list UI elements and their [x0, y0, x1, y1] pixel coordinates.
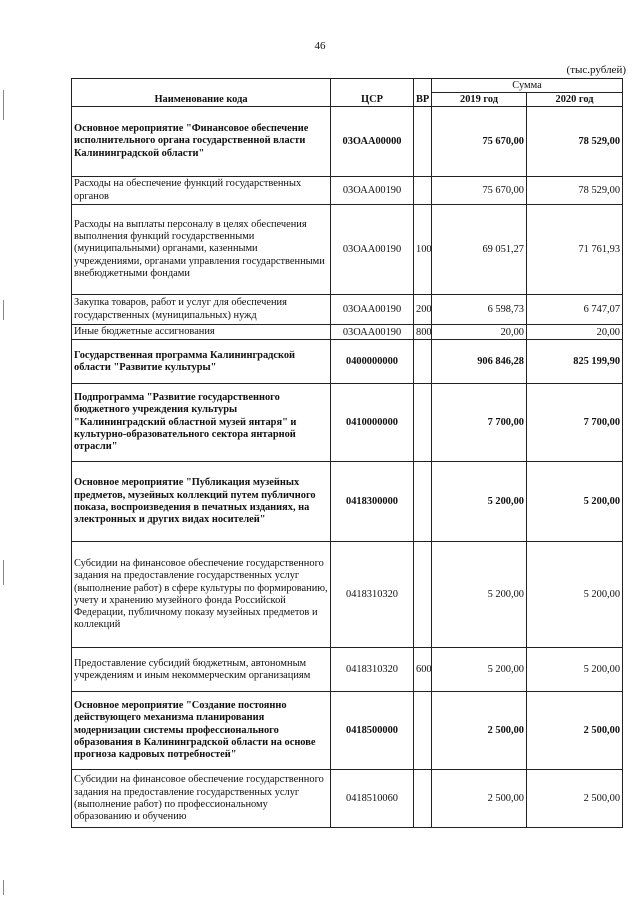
header-csr: ЦСР [331, 79, 414, 107]
row-sum-2020: 20,00 [527, 325, 623, 340]
units-label: (тыс.рублей) [566, 64, 626, 76]
row-vr [414, 692, 432, 770]
row-csr: 03ОАА00190 [331, 205, 414, 295]
row-csr: 03ОАА00190 [331, 177, 414, 205]
row-csr: 0400000000 [331, 340, 414, 384]
row-sum-2019: 2 500,00 [432, 770, 527, 828]
row-sum-2020: 78 529,00 [527, 107, 623, 177]
table-row [72, 177, 623, 205]
header-vr: ВР [414, 79, 432, 107]
row-sum-2019: 5 200,00 [432, 648, 527, 692]
table-row [72, 542, 623, 648]
row-name: Предоставление субсидий бюджетным, автономным учреждениям и иным некоммерческим организациям [72, 648, 331, 692]
row-name: Иные бюджетные ассигнования [72, 325, 331, 340]
row-sum-2020: 2 500,00 [527, 692, 623, 770]
row-name: Государственная программа Калининградской области "Развитие культуры" [72, 340, 331, 384]
row-sum-2019: 75 670,00 [432, 177, 527, 205]
row-csr: 03ОАА00190 [331, 295, 414, 325]
table-row [72, 692, 623, 770]
row-sum-2020: 2 500,00 [527, 770, 623, 828]
table-row [72, 462, 623, 542]
table-row [72, 340, 623, 384]
row-name: Субсидии на финансовое обеспечение государственного задания на предоставление государственных услуг (выполнение работ) по профессиональному образованию и обучению [72, 770, 331, 828]
table-row [72, 107, 623, 177]
budget-table [71, 78, 623, 828]
row-vr [414, 340, 432, 384]
table-row [72, 384, 623, 462]
row-sum-2020: 6 747,07 [527, 295, 623, 325]
row-sum-2020: 5 200,00 [527, 648, 623, 692]
row-csr: 0410000000 [331, 384, 414, 462]
table-row [72, 770, 623, 828]
table-row [72, 325, 623, 340]
row-sum-2019: 5 200,00 [432, 542, 527, 648]
row-vr [414, 462, 432, 542]
row-name: Субсидии на финансовое обеспечение государственного задания на предоставление государственных услуг (выполнение работ) в сфере культуры по формированию, учету и хранению музейного фонда Российской Федерации, публичному показу музейных предметов и коллекций [72, 542, 331, 648]
row-vr [414, 542, 432, 648]
row-name: Расходы на обеспечение функций государственных органов [72, 177, 331, 205]
row-name: Закупка товаров, работ и услуг для обеспечения государственных (муниципальных) нужд [72, 295, 331, 325]
row-csr: 03ОАА00000 [331, 107, 414, 177]
scan-edge-marks [0, 0, 8, 905]
row-sum-2019: 69 051,27 [432, 205, 527, 295]
row-sum-2019: 20,00 [432, 325, 527, 340]
row-sum-2019: 75 670,00 [432, 107, 527, 177]
row-csr: 0418310320 [331, 542, 414, 648]
row-sum-2019: 906 846,28 [432, 340, 527, 384]
page-number: 46 [314, 40, 326, 52]
row-vr: 600 [414, 648, 432, 692]
table-row [72, 648, 623, 692]
row-name: Основное мероприятие "Публикация музейных предметов, музейных коллекций путем публичного показа, воспроизведения в печатных изданиях, на электронных и других видах носителей" [72, 462, 331, 542]
table-row [72, 295, 623, 325]
row-sum-2020: 825 199,90 [527, 340, 623, 384]
row-sum-2020: 5 200,00 [527, 542, 623, 648]
row-name: Подпрограмма "Развитие государственного бюджетного учреждения культуры "Калининградский областной музей янтаря" и культурно-образовательного сектора янтарной отрасли" [72, 384, 331, 462]
row-sum-2019: 7 700,00 [432, 384, 527, 462]
header-2020: 2020 год [527, 93, 623, 107]
header-2019: 2019 год [432, 93, 527, 107]
header-row-top [72, 79, 623, 93]
row-sum-2020: 71 761,93 [527, 205, 623, 295]
header-name: Наименование кода [72, 79, 331, 107]
row-vr [414, 770, 432, 828]
row-vr [414, 177, 432, 205]
row-csr: 03ОАА00190 [331, 325, 414, 340]
row-sum-2020: 78 529,00 [527, 177, 623, 205]
row-csr: 0418300000 [331, 462, 414, 542]
table-body [72, 107, 623, 828]
header-sum: Сумма [432, 79, 623, 93]
row-sum-2019: 2 500,00 [432, 692, 527, 770]
row-vr: 800 [414, 325, 432, 340]
row-csr: 0418500000 [331, 692, 414, 770]
row-name: Основное мероприятие "Финансовое обеспечение исполнительного органа государственной власти Калининградской области" [72, 107, 331, 177]
row-sum-2019: 6 598,73 [432, 295, 527, 325]
row-sum-2020: 7 700,00 [527, 384, 623, 462]
row-csr: 0418310320 [331, 648, 414, 692]
row-csr: 0418510060 [331, 770, 414, 828]
row-sum-2020: 5 200,00 [527, 462, 623, 542]
row-name: Расходы на выплаты персоналу в целях обеспечения выполнения функций государственными (муниципальными) органами, казенными учреждениями, органами управления государственными внебюджетными фондами [72, 205, 331, 295]
row-vr [414, 107, 432, 177]
row-name: Основное мероприятие "Создание постоянно действующего механизма планирования модернизации системы профессионального образования в Калининградской области на основе прогноза кадровых потребностей" [72, 692, 331, 770]
row-vr: 200 [414, 295, 432, 325]
row-vr [414, 384, 432, 462]
row-vr: 100 [414, 205, 432, 295]
row-sum-2019: 5 200,00 [432, 462, 527, 542]
table-row [72, 205, 623, 295]
